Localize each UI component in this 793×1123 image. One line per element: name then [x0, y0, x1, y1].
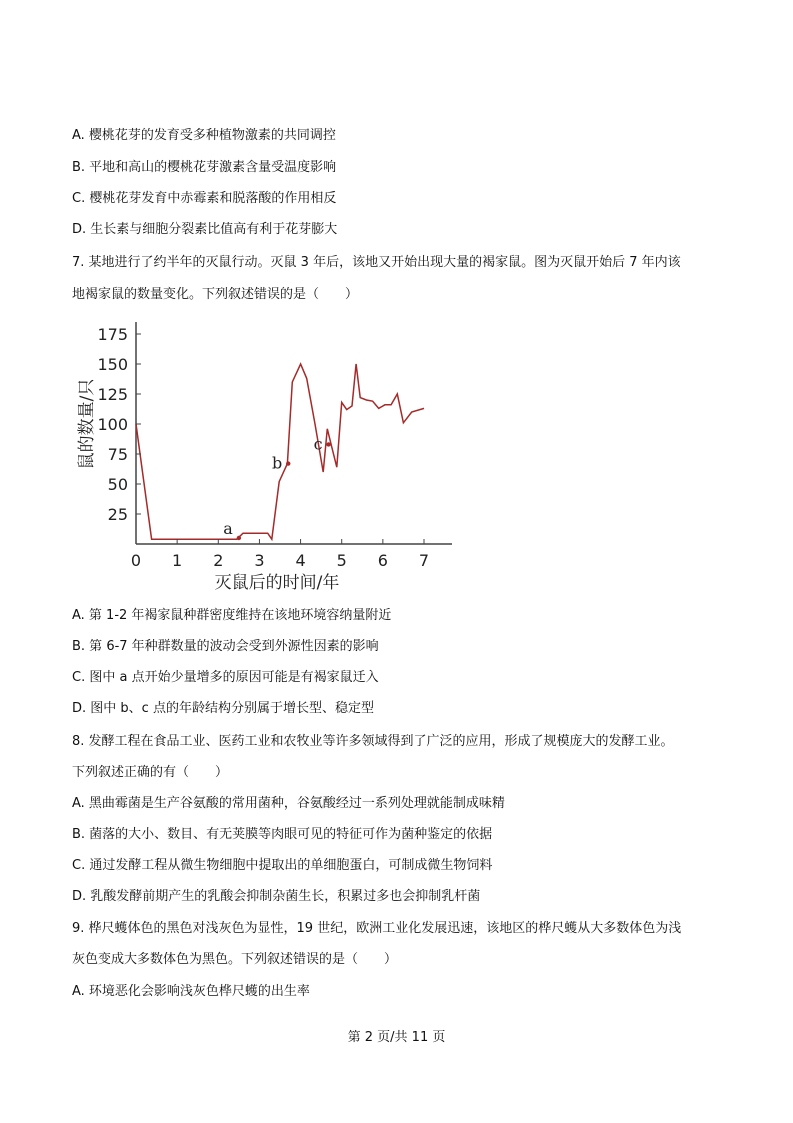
population-chart: [72, 312, 462, 602]
q8-option-d: D. 乳酸发酵前期产生的乳酸会抑制杂菌生长，积累过多也会抑制乳杆菌: [72, 889, 481, 904]
series-line: [136, 364, 424, 539]
x-tick-label: 3: [254, 551, 265, 570]
y-tick-label: 25: [107, 505, 128, 524]
q8-stem-line2: 下列叙述正确的有（ ）: [72, 765, 229, 780]
point-label-a: a: [223, 519, 233, 538]
x-tick-label: 7: [418, 551, 430, 570]
q7-stem-line2: 地褐家鼠的数量变化。下列叙述错误的是（ ）: [72, 287, 359, 302]
x-tick-label: 4: [295, 551, 306, 570]
q9-stem-line2: 灰色变成大多数体色为黑色。下列叙述错误的是（ ）: [72, 952, 398, 967]
y-tick-label: 50: [107, 475, 128, 494]
q8-option-a: A. 黑曲霉菌是生产谷氨酸的常用菌种，谷氨酸经过一系列处理就能制成味精: [72, 796, 505, 811]
point-b: [286, 461, 290, 465]
q6-option-c: C. 樱桃花芽发育中赤霉素和脱落酸的作用相反: [72, 191, 337, 206]
y-tick-label: 125: [97, 385, 128, 404]
page-footer: 第 2 页/共 11 页: [347, 1030, 446, 1045]
point-c: [326, 442, 330, 446]
q7-option-b: B. 第 6-7 年种群数量的波动会受到外源性因素的影响: [72, 639, 379, 654]
y-tick-label: 175: [97, 325, 128, 344]
q6-option-a: A. 樱桃花芽的发育受多种植物激素的共同调控: [72, 128, 336, 143]
x-tick-label: 2: [213, 551, 224, 570]
y-axis-label: 鼠的数量/只: [77, 378, 97, 470]
q9-option-a: A. 环境恶化会影响浅灰色桦尺蠖的出生率: [72, 984, 310, 999]
q8-option-c: C. 通过发酵工程从微生物细胞中提取出的单细胞蛋白，可制成微生物饲料: [72, 858, 493, 873]
q9-stem-line1: 9. 桦尺蠖体色的黑色对浅灰色为显性，19 世纪，欧洲工业化发展迅速，该地区的桦尺蠖从大多数体色为浅: [72, 921, 682, 936]
q8-stem-line1: 8. 发酵工程在食品工业、医药工业和农牧业等许多领域得到了广泛的应用，形成了规模庞大的发酵工业。: [72, 734, 674, 749]
x-tick-label: 0: [130, 551, 142, 570]
y-tick-label: 150: [97, 355, 128, 374]
q6-option-b: B. 平地和高山的樱桃花芽激素含量受温度影响: [72, 160, 337, 175]
q7-option-c: C. 图中 a 点开始少量增多的原因可能是有褐家鼠迁入: [72, 670, 379, 685]
point-a: [237, 536, 241, 540]
y-tick-label: 75: [107, 445, 128, 464]
point-label-b: b: [271, 453, 283, 473]
q7-stem-line1: 7. 某地进行了约半年的灭鼠行动。灭鼠 3 年后，该地又开始出现大量的褐家鼠。图为灭鼠开始后 7 年内该: [72, 255, 681, 270]
x-tick-label: 6: [377, 551, 388, 570]
x-tick-label: 1: [172, 551, 183, 570]
point-label-c: c: [313, 434, 323, 454]
q8-option-b: B. 菌落的大小、数目、有无荚膜等肉眼可见的特征可作为菌种鉴定的依据: [72, 827, 493, 842]
q6-option-d: D. 生长素与细胞分裂素比值高有利于花芽膨大: [72, 222, 338, 237]
y-tick-label: 100: [97, 415, 128, 434]
q7-option-d: D. 图中 b、c 点的年龄结构分别属于增长型、稳定型: [72, 701, 374, 716]
x-tick-label: 5: [336, 551, 347, 570]
x-axis-label: 灭鼠后的时间/年: [214, 573, 340, 593]
q7-option-a: A. 第 1-2 年褐家鼠种群密度维持在该地环境容纳量附近: [72, 608, 392, 623]
